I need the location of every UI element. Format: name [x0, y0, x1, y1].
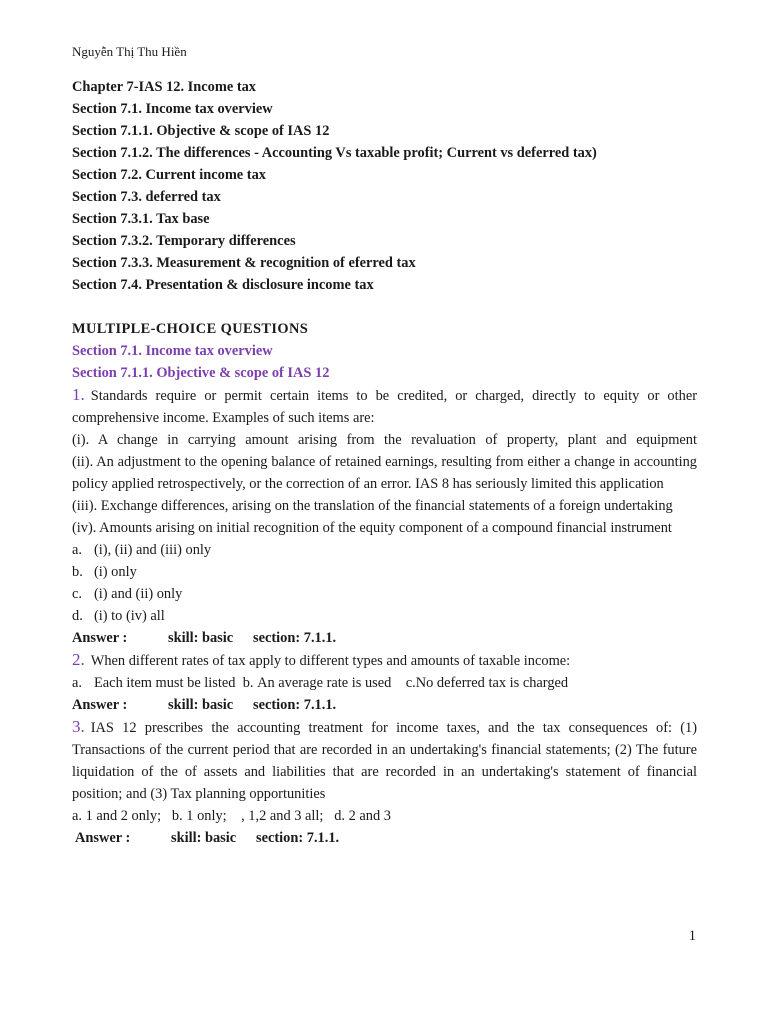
spacer: [72, 296, 697, 318]
option-letter: a.: [72, 542, 82, 558]
toc-section: Section 7.3.3. Measurement & recognition of eferred tax: [72, 255, 416, 271]
question-2: [72, 649, 697, 672]
answer-line: [72, 694, 697, 716]
answer-option: [72, 539, 697, 561]
question-1-item: (iv). Amounts arising on initial recognition of the equity component of a compound financial instrument: [72, 520, 672, 536]
option-letter: b.: [242, 675, 254, 691]
question-text: Standards require or permit certain items to be credited, or charged, directly to equity or other comprehensive income. Examples of such items are:: [72, 388, 697, 426]
answer-label: Answer :: [72, 630, 128, 646]
page-header-author: Nguyễn Thị Thu Hiền: [72, 44, 187, 59]
option-text: Each item must be listed: [94, 675, 236, 691]
answer-option: [72, 561, 697, 583]
option-letter: a.: [72, 675, 82, 691]
toc-section: Section 7.1.1. Objective & scope of IAS 12: [72, 123, 330, 139]
toc-section: Section 7.1.2. The differences - Accounting Vs taxable profit; Current vs deferred tax): [72, 145, 597, 161]
answer-skill: skill: basic: [171, 830, 237, 846]
question-1: [72, 384, 697, 429]
answer-option: [72, 605, 697, 627]
answer-label: Answer :: [72, 697, 128, 713]
toc-section: Section 7.1. Income tax overview: [72, 101, 273, 117]
document-body: [72, 76, 697, 849]
toc-section: Section 7.4. Presentation & disclosure income tax: [72, 277, 374, 293]
question-3: [72, 716, 697, 805]
answer-section: section: 7.1.1.: [253, 697, 337, 713]
option-text: An average rate is used: [257, 675, 392, 691]
toc-section: Section 7.3. deferred tax: [72, 189, 221, 205]
answer-options-row: [72, 672, 697, 694]
option-text: (i) and (ii) only: [94, 586, 183, 602]
option-text: No deferred tax is charged: [415, 675, 569, 691]
option-text: (i) only: [94, 564, 137, 580]
mcq-heading: MULTIPLE-CHOICE QUESTIONS: [72, 321, 309, 337]
option-letter: d.: [72, 608, 83, 624]
answer-option: [72, 583, 697, 605]
toc-section: Section 7.3.2. Temporary differences: [72, 233, 296, 249]
answer-options-row: a. 1 and 2 only; b. 1 only; , 1,2 and 3 all; d. 2 and 3: [72, 808, 391, 824]
mcq-subsection-heading: Section 7.1.1. Objective & scope of IAS 12: [72, 365, 330, 381]
answer-line: [72, 827, 697, 849]
answer-line: [72, 627, 697, 649]
answer-section: section: 7.1.1.: [256, 830, 340, 846]
option-letter: b.: [72, 564, 83, 580]
toc-section: Section 7.3.1. Tax base: [72, 211, 210, 227]
question-number: 2.: [72, 650, 85, 669]
answer-skill: skill: basic: [168, 630, 234, 646]
question-1-item: (i). A change in carrying amount arising from the revaluation of property, plant and equipment: [72, 432, 697, 448]
answer-skill: skill: basic: [168, 697, 234, 713]
toc-chapter-title: Chapter 7-IAS 12. Income tax: [72, 79, 257, 95]
question-1-item: (ii). An adjustment to the opening balance of retained earnings, resulting from either a change in accounting policy applied retrospectively, or the correction of an error. IAS 8 has seriously limited this application: [72, 454, 697, 492]
question-1-item: (iii). Exchange differences, arising on the translation of the financial statements of a foreign undertaking: [72, 498, 673, 514]
page-number: 1: [688, 928, 696, 944]
mcq-section-heading: Section 7.1. Income tax overview: [72, 343, 273, 359]
option-text: (i), (ii) and (iii) only: [94, 542, 212, 558]
toc-section: Section 7.2. Current income tax: [72, 167, 266, 183]
question-number: 1.: [72, 385, 85, 404]
option-letter: c.: [72, 586, 82, 602]
option-text: (i) to (iv) all: [94, 608, 165, 624]
question-text: IAS 12 prescribes the accounting treatment for income taxes, and the tax consequences of: (1) Transactions of the current period that are recorded in an undertaking's financial statements; (2) The future liquidation of the of assets and liabilities that are recorded in an undertaking's statement of financial position; and (3) Tax planning opportunities: [72, 720, 697, 802]
question-number: 3.: [72, 717, 85, 736]
answer-section: section: 7.1.1.: [253, 630, 337, 646]
answer-label: Answer :: [75, 830, 131, 846]
question-text: When different rates of tax apply to different types and amounts of taxable income:: [90, 653, 571, 669]
option-letter: c.: [405, 675, 416, 691]
